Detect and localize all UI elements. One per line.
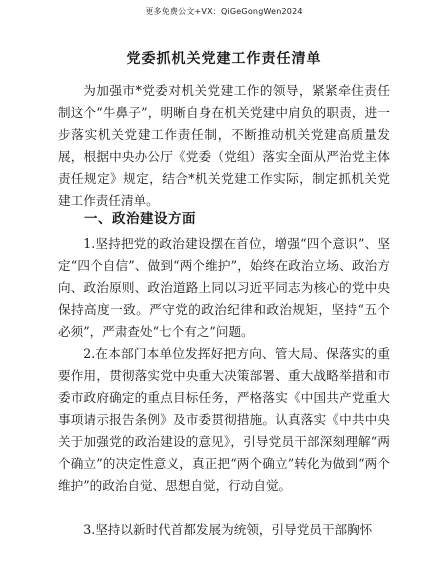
section-heading-political: 一、政治建设方面 (84, 211, 196, 227)
intro-paragraph: 为加强市*党委对机关党建工作的领导，紧紧牵住责任制这个“牛鼻子”，明晰自身在机关党建中肩负的职责，进一步落实机关党建工作责任制，不断推动机关党建高质量发展，根据中央办公厅《党委（党组）落实全面从严治党主体责任规定》规定，结合*机关党建工作实际，制定抓机关党建工作责任清单。 (58, 83, 390, 208)
document-title: 党委抓机关党建工作责任清单 (126, 51, 322, 67)
list-item-3: 3.坚持以新时代首都发展为统领，引导党员干部胸怀 (83, 522, 373, 537)
list-item-2: 2.在本部门本单位发挥好把方向、管大局、保落实的重要作用，贯彻落实党中央重大决策部署、重大战略举措和市委市政府确定的重点目标任务，严格落实《中国共产党重大事项请示报告条例》及市委贯彻措施。认真落实《中共中央关于加强党的政治建设的意见》，引导党员干部深刻理解“两个确立”的决定性意义，真正把“两个确立”转化为做到“两个维护”的政治自觉、思想自觉，行动自觉。 (58, 346, 390, 493)
header-note: 更多免费公文+VX：QiGeGongWen2024 (145, 7, 303, 16)
list-item-1: 1.坚持把党的政治建设摆在首位，增强“四个意识”、坚定“四个自信”、做到“两个维护”，始终在政治立场、政治方向、政治原则、政治道路上同以习近平同志为核心的党中央保持高度一致。严守党的政治纪律和政治规矩，坚持“五个必须”，严肃查处“七个有之”问题。 (58, 236, 390, 339)
